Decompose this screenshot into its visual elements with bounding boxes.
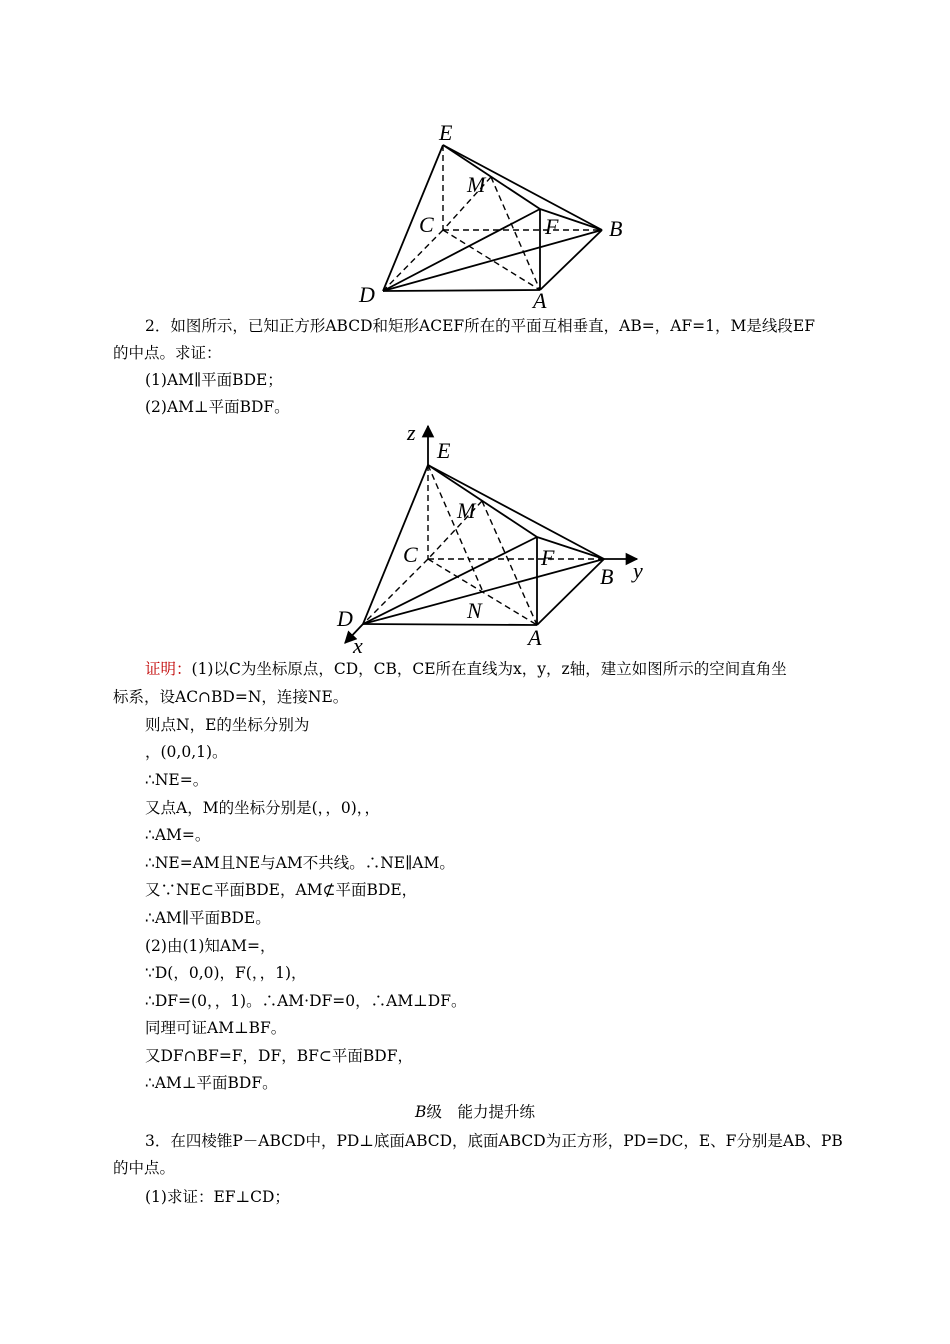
edge-ED xyxy=(363,465,428,624)
edge-DA xyxy=(383,290,540,291)
problem2-line1: 2．如图所示，已知正方形ABCD和矩形ACEF所在的平面互相垂直，AB=，AF=1，M是线段EF xyxy=(145,317,815,335)
figure-2 xyxy=(325,418,655,656)
proof-l14: 同理可证AM⊥BF。 xyxy=(145,1019,287,1037)
label-x: x xyxy=(353,633,363,656)
edge-ED xyxy=(383,145,443,291)
edge-DB xyxy=(363,559,604,624)
proof-l5: ∴NE=。 xyxy=(145,771,209,789)
problem2-part2: (2)AM⊥平面BDF。 xyxy=(145,398,290,416)
proof-l16: ∴AM⊥平面BDF。 xyxy=(145,1074,278,1092)
label-B: B xyxy=(609,216,623,241)
proof-l3: 则点N，E的坐标分别为 xyxy=(145,716,310,734)
label-E: E xyxy=(439,120,453,145)
label-A: A xyxy=(528,625,542,650)
label-E: E xyxy=(437,438,451,463)
problem2-line2: 的中点。求证： xyxy=(113,344,222,362)
edge-CA xyxy=(428,559,537,625)
proof-line1 xyxy=(145,659,787,679)
problem3-line2: 的中点。 xyxy=(113,1159,176,1177)
label-N: N xyxy=(467,598,482,623)
label-A: A xyxy=(533,288,547,310)
proof-l1: (1)以C为坐标原点，CD，CB，CE所在直线为x，y，z轴，建立如图所示的空间直角坐 xyxy=(191,660,787,678)
label-M: M xyxy=(457,498,476,523)
proof-l11: (2)由(1)知AM=， xyxy=(145,937,276,955)
proof-l7: ∴AM=。 xyxy=(145,826,211,844)
label-B: B xyxy=(600,564,614,589)
label-C: C xyxy=(419,212,434,237)
edge-DB xyxy=(383,230,602,291)
edge-DF xyxy=(363,537,537,624)
problem3-part1: (1)求证：EF⊥CD； xyxy=(145,1188,290,1206)
proof-l12: ∵D(，0,0)，F(，，1)， xyxy=(145,964,307,982)
edge-CD xyxy=(363,559,428,624)
proof-l9: 又∵NE⊂平面BDE，AM⊄平面BDE， xyxy=(145,881,418,899)
proof-l2: 标系，设AC∩BD=N，连接NE。 xyxy=(113,688,349,706)
edge-DF xyxy=(383,209,540,291)
label-M: M xyxy=(467,172,486,197)
proof-l10: ∴AM∥平面BDE。 xyxy=(145,909,271,927)
label-F: F xyxy=(541,545,555,570)
proof-l4: ，(0,0,1)。 xyxy=(145,743,228,761)
edge-MA xyxy=(491,177,540,290)
label-C: C xyxy=(403,542,418,567)
label-y: y xyxy=(633,558,643,583)
label-F: F xyxy=(545,214,559,239)
label-D: D xyxy=(337,606,353,631)
edge-DA xyxy=(363,624,537,625)
section-heading xyxy=(0,1102,950,1122)
proof-label: 证明： xyxy=(145,660,192,678)
edge-EB xyxy=(428,465,604,559)
section-title: 级 能力提升练 xyxy=(426,1103,535,1121)
problem3-line1: 3．在四棱锥P－ABCD中，PD⊥底面ABCD，底面ABCD为正方形，PD=DC，E、F分别是AB、PB xyxy=(145,1132,843,1150)
proof-l6: 又点A，M的坐标分别是(，，0)，， xyxy=(145,799,381,817)
proof-l8: ∴NE=AM且NE与AM不共线。∴NE∥AM。 xyxy=(145,854,455,872)
figure-1 xyxy=(355,118,645,310)
label-z: z xyxy=(407,420,416,445)
proof-l13: ∴DF=(0，，1)。∴AM·DF=0，∴AM⊥DF。 xyxy=(145,992,467,1010)
proof-l15: 又DF∩BF=F，DF，BF⊂平面BDF， xyxy=(145,1047,413,1065)
label-D: D xyxy=(359,282,375,307)
problem2-part1: (1)AM∥平面BDE； xyxy=(145,371,283,389)
section-letter: B xyxy=(415,1103,427,1121)
